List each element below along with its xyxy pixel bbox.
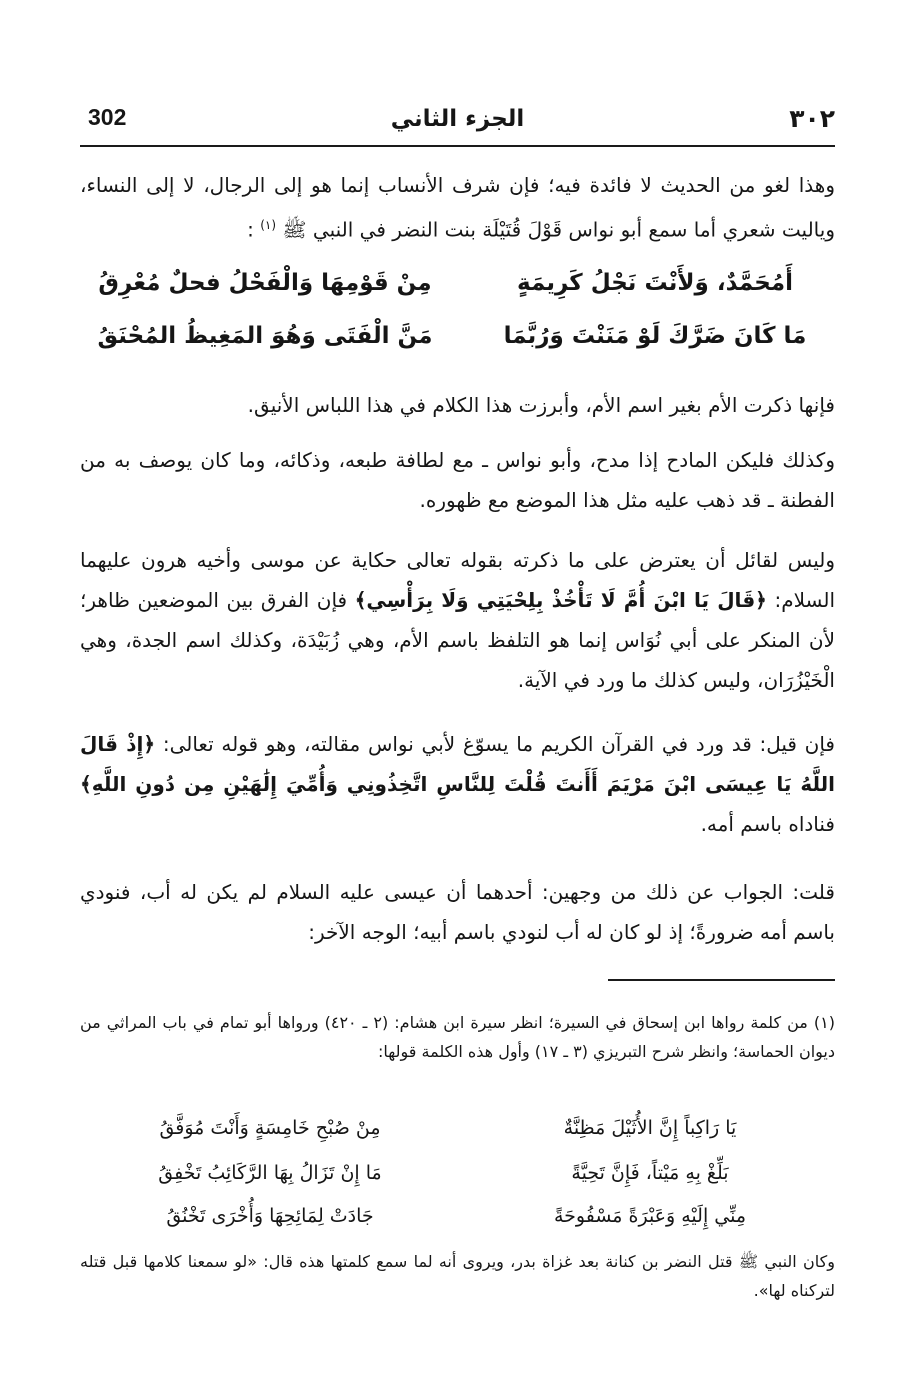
paragraph-4 — [80, 540, 835, 700]
footnote-verse — [80, 1205, 835, 1245]
footnote-verse — [80, 1117, 835, 1157]
footnote-closing: وكان النبي ﷺ قتل النضر بن كنانة بعد غزاة بدر، ويروى أنه لما سمع كلمتها هذه قال: «لو سمعنا كلامها قبل قتله لتركناه لها». — [80, 1252, 835, 1300]
footnote-verse — [80, 1162, 835, 1202]
footnote-divider — [608, 979, 835, 981]
page-header — [80, 104, 835, 142]
poem-verse — [80, 323, 835, 368]
paragraph-5-end: فناداه باسم أمه. — [700, 812, 835, 836]
header-divider — [80, 145, 835, 147]
footnote-text: (١) من كلمة رواها ابن إسحاق في السيرة؛ انظر سيرة ابن هشام: (٢ ـ ٤٢٠) ورواها أبو تمام في باب المراثي من ديوان الحماسة؛ وانظر شرح التبريزي (٣ ـ ١٧) وأول هذه الكلمة قولها: — [80, 1013, 835, 1061]
paragraph-1-end: : — [247, 217, 254, 242]
poem-hemistich-second: مَنَّ الْفَتَى وَهُوَ المَغِيظُ المُحْنَقُ — [97, 323, 433, 349]
footnote-hemistich-first: بَلِّغْ بِهِ مَيْتاً، فَإِنَّ تَحِيَّةً — [571, 1162, 729, 1184]
running-title: الجزء الثاني — [390, 106, 525, 132]
footnote-hemistich-second: مَا إِنْ تَزَالُ بِهَا الرَّكَائِبُ تَخْفِقُ — [158, 1162, 382, 1184]
paragraph-5-start: فإن قيل: قد ورد في القرآن الكريم ما يسوّغ لأبي نواس مقالته، وهو قوله تعالى: — [162, 732, 835, 756]
footnote-hemistich-first: مِنِّي إِلَيْهِ وَعَبْرَةً مَسْفُوحَةً — [553, 1205, 747, 1227]
paragraph-6: قلت: الجواب عن ذلك من وجهين: أحدهما أن عيسى عليه السلام لم يكن له أب، فنودي باسم أمه ضرورةً؛ إذ لو كان له أب لنودي باسم أبيه؛ الوجه الآخر: — [80, 880, 835, 944]
poem-verse — [80, 270, 835, 315]
poem-hemistich-first: مَا كَانَ ضَرَّكَ لَوْ مَنَنْتَ وَرُبَّمَا — [503, 323, 807, 349]
paragraph-4-end: فإن الفرق بين الموضعين ظاهر؛ لأن المنكر على أبي نُوَاس إنما هو التلفظ باسم الأم، وهي زُبَيْدَة، وكذلك اسم الجدة، وهي الْخَيْزُرَان، وليس كذلك ما ورد في الآية. — [80, 588, 835, 692]
paragraph-1-text: وهذا لغو من الحديث لا فائدة فيه؛ فإن شرف الأنساب إنما هو إلى الرجال، لا إلى النساء، وياليت شعري أما سمع أبو نواس قَوْلَ قُتَيْلَة بنت النضر في النبي ﷺ — [80, 173, 835, 242]
quran-quote: ﴿قَالَ يَا ابْنَ أُمَّ لَا تَأْخُذْ بِلِحْيَتِي وَلَا بِرَأْسِي﴾ — [354, 588, 767, 612]
footnote-hemistich-second: مِنْ صُبْحِ خَامِسَةٍ وَأَنْتَ مُوَفَّقُ — [159, 1117, 381, 1139]
quran-quote: ﴿إِذْ قَالَ اللَّهُ يَا عِيسَى ابْنَ مَرْيَمَ أَأَنتَ قُلْتَ لِلنَّاسِ اتَّخِذُونِي وَأُمِّيَ إِلَٰهَيْنِ مِن دُونِ اللَّهِ﴾ — [80, 732, 835, 796]
paragraph-4-start: وليس لقائل أن يعترض على ما ذكرته بقوله تعالى حكاية عن موسى وأخيه هرون عليهما السلام: — [80, 548, 835, 612]
page-number-latin: 302 — [88, 104, 127, 130]
paragraph-2: فإنها ذكرت الأم بغير اسم الأم، وأبرزت هذا الكلام في هذا اللباس الأنيق. — [247, 393, 835, 417]
poem-hemistich-second: مِنْ قَوْمِهَا وَالْفَحْلُ فحلٌ مُعْرِقُ — [98, 270, 432, 296]
poem-hemistich-first: أَمُحَمَّدٌ، وَلأَنْتَ نَجْلُ كَرِيمَةٍ — [517, 270, 793, 296]
footnote-hemistich-first: يَا رَاكِباً إِنَّ الأُثَيْلَ مَظِنَّةٌ — [563, 1117, 737, 1139]
page-number-arabic: ٣٠٢ — [789, 104, 835, 133]
paragraph-1 — [80, 165, 835, 250]
paragraph-3: وكذلك فليكن المادح إذا مدح، وأبو نواس ـ مع لطافة طبعه، وذكائه، وما كان يوصف به من الفطنة ـ قد ذهب عليه مثل هذا الموضع مع ظهوره. — [80, 448, 835, 512]
footnote-ref: (١) — [260, 218, 277, 232]
paragraph-5 — [80, 724, 835, 844]
footnote-hemistich-second: جَادَتْ لِمَائِحِهَا وَأُخْرَى تَخْنُقُ — [166, 1205, 374, 1227]
